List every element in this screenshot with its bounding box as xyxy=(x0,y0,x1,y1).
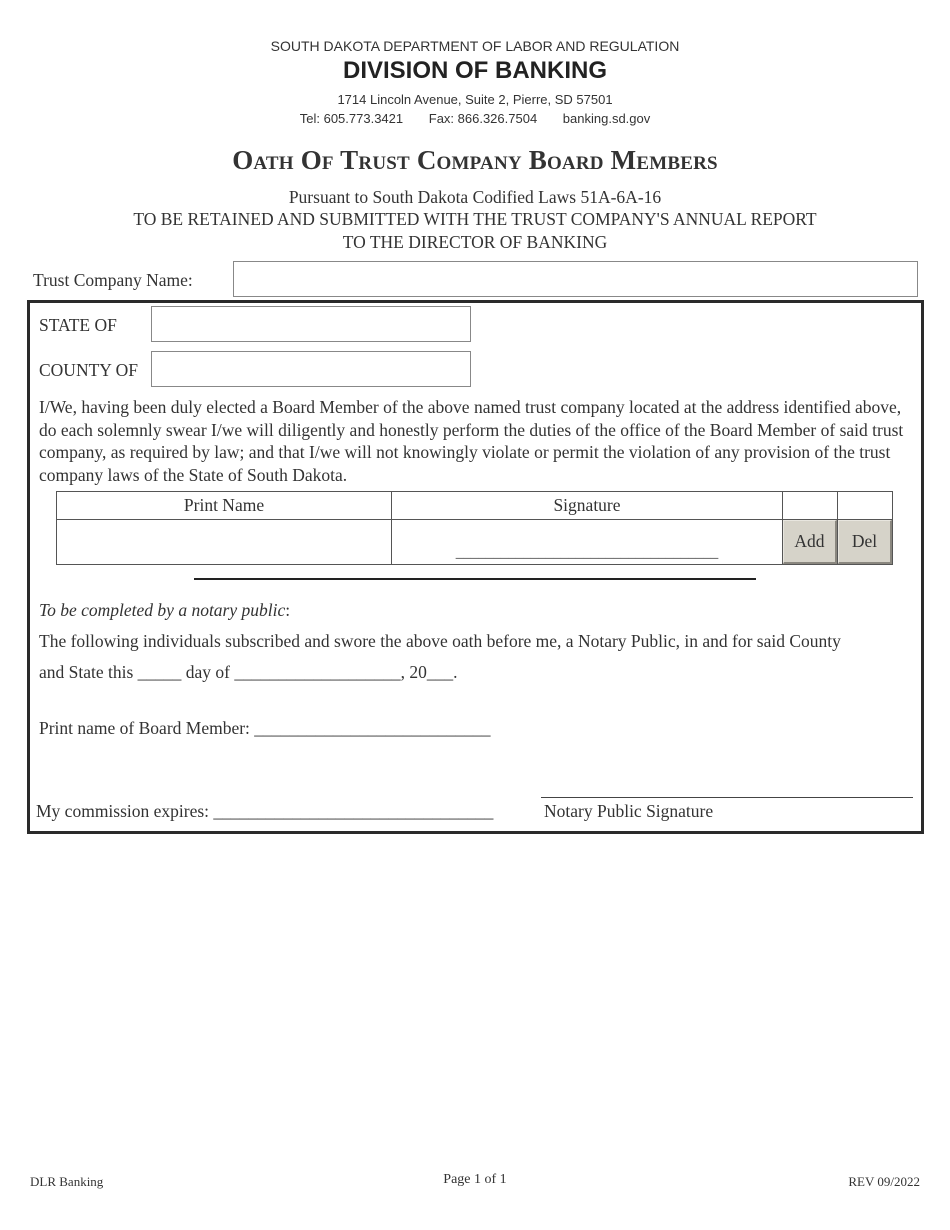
department-name: SOUTH DAKOTA DEPARTMENT OF LABOR AND REGULATION xyxy=(270,38,680,54)
footer-left: DLR Banking xyxy=(30,1174,104,1189)
division-name: DIVISION OF BANKING xyxy=(342,57,607,84)
signature-line: ___________________________________ xyxy=(455,545,719,561)
address: 1714 Lincoln Avenue, Suite 2, Pierre, SD 57501 xyxy=(337,92,613,107)
trust-company-input[interactable] xyxy=(233,261,918,297)
notary-signature-line xyxy=(541,797,913,798)
trust-company-label: Trust Company Name: xyxy=(33,270,193,290)
oath-text: I/We, having been duly elected a Board Member of the above named trust company located at the address identified above, do each solemnly swear I/we will diligently and honestly perform the duties of the office of the Board Member of said trust company, as required by law; and that I/we will not knowingly violate or permit the violation of any provision of the trust company laws of the State of South Dakota. xyxy=(39,397,904,485)
del-header-cell xyxy=(838,492,893,520)
notary-intro-text: To be completed by a notary public xyxy=(39,600,286,620)
notary-statement-line1: The following individuals subscribed and swore the above oath before me, a Notary Public, in and for said County xyxy=(39,631,841,651)
add-cell xyxy=(783,520,838,565)
board-members-table xyxy=(56,491,893,565)
notary-statement-line2: and State this _____ day of ___________________, 20___. xyxy=(39,662,458,682)
print-name-cell[interactable] xyxy=(57,520,392,565)
add-row-button[interactable]: Add xyxy=(783,520,837,564)
website: banking.sd.gov xyxy=(562,111,651,126)
county-label: COUNTY OF xyxy=(39,360,139,380)
signature-header: Signature xyxy=(392,492,783,520)
del-cell xyxy=(838,520,893,565)
notary-signature-label: Notary Public Signature xyxy=(544,801,714,821)
section-divider xyxy=(194,578,756,580)
county-input[interactable] xyxy=(151,351,471,387)
contact-line xyxy=(0,111,950,126)
print-name-header: Print Name xyxy=(57,492,392,520)
retention-note-line2: TO THE DIRECTOR OF BANKING xyxy=(342,232,608,252)
revision-date: REV 09/2022 xyxy=(848,1174,920,1189)
statute-reference: Pursuant to South Dakota Codified Laws 51A-6A-16 xyxy=(288,187,662,207)
delete-row-button[interactable]: Del xyxy=(838,520,892,564)
page-number: Page 1 of 1 xyxy=(443,1172,507,1187)
add-header-cell xyxy=(783,492,838,520)
state-input[interactable] xyxy=(151,306,471,342)
state-label: STATE OF xyxy=(39,315,117,335)
signature-cell xyxy=(392,520,783,565)
notary-intro xyxy=(39,600,290,621)
board-member-name-field[interactable]: Print name of Board Member: ___________________________ xyxy=(39,718,491,738)
commission-expires-field[interactable]: My commission expires: ________________________________ xyxy=(36,801,494,821)
retention-note-line1: TO BE RETAINED AND SUBMITTED WITH THE TRUST COMPANY'S ANNUAL REPORT xyxy=(133,209,817,229)
notary-intro-colon: : xyxy=(285,600,291,620)
phone: Tel: 605.773.3421 xyxy=(299,111,404,126)
fax: Fax: 866.326.7504 xyxy=(428,111,538,126)
form-title: Oath Of Trust Company Board Members xyxy=(232,145,718,175)
